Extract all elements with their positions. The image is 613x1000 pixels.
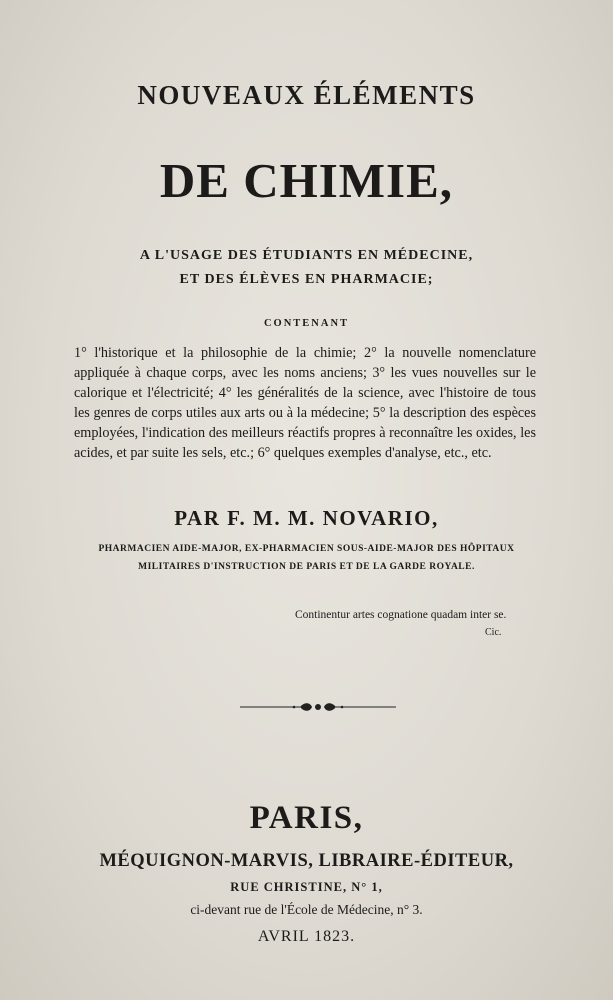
- imprint-publisher: MÉQUIGNON-MARVIS, LIBRAIRE-ÉDITEUR,: [99, 851, 514, 871]
- imprint-city: PARIS,: [249, 800, 364, 836]
- subtitle-line-2: ET DES ÉLÈVES EN PHARMACIE;: [179, 272, 434, 287]
- title-line-2: DE CHIMIE,: [159, 153, 454, 208]
- author-role-line-1: PHARMACIEN AIDE-MAJOR, EX-PHARMACIEN SOUS-AIDE-MAJOR DES HÔPITAUX: [98, 544, 515, 554]
- contents-label: CONTENANT: [263, 318, 350, 329]
- ornament-divider-icon: [238, 700, 398, 714]
- author-line: PAR F. M. M. NOVARIO,: [174, 506, 439, 530]
- epigraph-source: Cic.: [485, 627, 502, 638]
- imprint-address-2: ci-devant rue de l'École de Médecine, n° 3.: [190, 902, 423, 917]
- imprint-date: AVRIL 1823.: [257, 928, 356, 945]
- imprint-address-1: RUE CHRISTINE, N° 1,: [230, 880, 383, 894]
- description-paragraph: 1° l'historique et la philosophie de la chimie; 2° la nouvelle nomenclature appliquée à chaque corps, avec les noms anciens; 3° les vues nouvelles sur le calorique et l'électricité; 4° les généralités de la science, avec l'histoire de tous les genres de corps utiles aux arts ou à la médecine; 5° la description des espèces employées, l'indication des meilleurs réactifs propres à reconnaître les oxides, les acides, et par suite les sels, etc.; 6° quelques exemples d'analyse, etc., etc.: [74, 345, 536, 461]
- epigraph-quote: Continentur artes cognatione quadam inter se.: [295, 609, 507, 621]
- subtitle-line-1: A L'USAGE DES ÉTUDIANTS EN MÉDECINE,: [139, 248, 474, 263]
- author-role-line-2: MILITAIRES D'INSTRUCTION DE PARIS ET DE LA GARDE ROYALE.: [138, 562, 475, 572]
- title-line-1: NOUVEAUX ÉLÉMENTS: [137, 80, 476, 110]
